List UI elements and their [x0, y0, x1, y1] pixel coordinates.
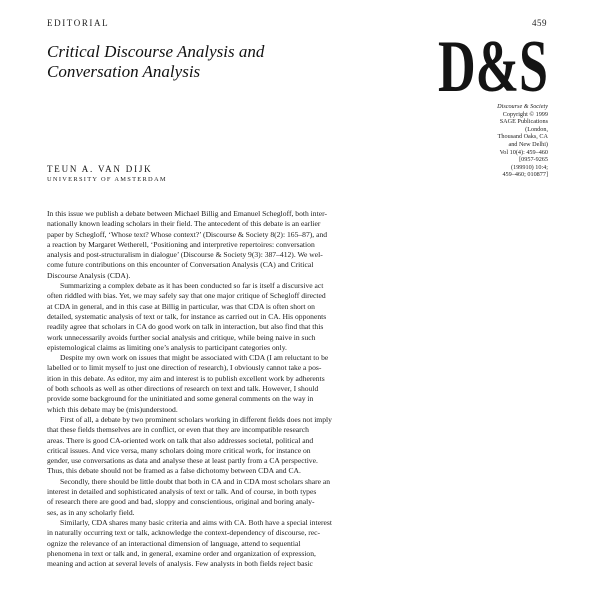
- pub-line: (199910) 10:4;: [511, 163, 548, 171]
- pub-line: Copyright © 1999: [502, 110, 548, 118]
- body-line: of research there are good and bad, sloppy and conscientious, original and boring analy-: [47, 497, 315, 507]
- body-line: in naturally occurring text or talk, acknowledge the context-dependency of discourse, rec-: [47, 528, 321, 538]
- article-title: [47, 42, 317, 82]
- body-line: paper by Schegloff, ‘Whose text? Whose context?’ (Discourse & Society 8(2): 165–87), and: [47, 229, 328, 239]
- publication-info: [368, 103, 548, 179]
- body-line: provide some background for the uninitiated and some general comments on the way in: [47, 394, 314, 404]
- body-line: areas. There is good CA-oriented work on talk that also addresses societal, political and: [47, 435, 314, 445]
- pub-line: SAGE Publications: [499, 118, 548, 126]
- title-line-1: Critical Discourse Analysis and: [47, 42, 265, 61]
- body-line: at CDA in general, and in this case at Billig in particular, was that CDA is often short on: [47, 301, 315, 311]
- body-line: come future contributions on this encounter of Conversation Analysis (CA) and Critical: [47, 260, 314, 270]
- body-line: phenomena in text or talk and, in general, examine order and organization of expression,: [47, 548, 316, 558]
- body-line: Despite my own work on issues that might be associated with CDA (I am reluctant to be: [60, 353, 329, 363]
- pub-line: 459–460; 010877]: [502, 171, 548, 179]
- body-line: Thus, this debate should not be framed as a false dichotomy between CDA and CA.: [47, 466, 301, 476]
- body-line: analysis and post-structuralism in dialogue’ (Discourse & Society 9(3): 387–412). We wel-: [47, 250, 323, 260]
- body-line: ognize the relevance of an interactional dimension of language, attend to sequential: [47, 538, 301, 548]
- logo-text: D&S: [438, 27, 548, 97]
- body-line: detailed, systematic analysis of text or talk, for instance as carried out in CA. His opponents: [47, 311, 327, 321]
- body-line: work unnecessarily avoids further social analysis and critique, while being naive in such: [47, 332, 316, 342]
- body-line: In this issue we publish a debate between Michael Billig and Emanuel Schegloff, both inter-: [47, 209, 327, 218]
- pub-line: Thousand Oaks, CA: [497, 133, 548, 141]
- journal-name: Discourse & Society: [497, 103, 548, 110]
- body-line: that these fields themselves are in conflict, or even that they are incompatible research: [47, 425, 309, 435]
- body-line: often riddled with bias. Yet, we may safely say that one major critique of Schegloff directed: [47, 291, 326, 301]
- author-name: TEUN A. VAN DIJK: [47, 164, 153, 174]
- body-line: Summarizing a complex debate as it has been conducted so far is itself a discursive act: [60, 281, 324, 291]
- body-line: meaning and action at several levels of analysis. Few analysts in both fields reject basic: [47, 559, 313, 569]
- page-number: 459: [532, 18, 547, 28]
- body-line: epistemological claims as limiting one’s analysis to participant categories only.: [47, 342, 287, 352]
- body-line: a reaction by Margaret Wetherell, ‘Positioning and interpretive repertoires: conversation: [47, 239, 315, 249]
- body-line: Discourse Analysis (CDA).: [47, 270, 131, 280]
- body-line: critical issues. And vice versa, many scholars doing more critical work, for instance on: [47, 445, 311, 455]
- body-line: ses, as in any scholarly field.: [47, 507, 135, 517]
- body-line: interest in detailed and sophisticated analysis of text or talk. And of course, in both types: [47, 487, 317, 497]
- body-line: First of all, a debate by two prominent scholars working in different fields does not imply: [60, 414, 332, 424]
- pub-line: (London,: [525, 125, 548, 133]
- author-affiliation: UNIVERSITY OF AMSTERDAM: [47, 176, 167, 183]
- body-line: readily agree that scholars in CA do good work on talk in interaction, but also find that this: [47, 322, 324, 332]
- body-line: Secondly, there should be little doubt that both in CA and in CDA most scholars share an: [60, 476, 331, 486]
- pub-line: Vol 10(4): 459–460: [499, 148, 548, 156]
- body-line: nationally known leading scholars in their field. The antecedent of this debate is an earlier: [47, 219, 321, 229]
- body-line: which this debate may be (mis)understood.: [47, 404, 178, 414]
- pub-line: and New Delhi): [508, 140, 548, 148]
- body-line: of both schools as well as other directions of research on text and talk. However, I should: [47, 384, 319, 394]
- body-line: Similarly, CDA shares many basic criteria and aims with CA. Both have a special interest: [60, 517, 332, 527]
- journal-logo: [437, 27, 549, 97]
- body-line: labelled or to limit myself to just one direction of research), I obviously cannot take a pos-: [47, 363, 322, 373]
- title-line-2: Conversation Analysis: [47, 62, 201, 81]
- body-line: ition in this debate. As editor, my aim and interest is to publish excellent work by adherents: [47, 373, 325, 383]
- section-label: EDITORIAL: [47, 18, 110, 28]
- body-line: gender, use conversations as data and analyse these at least partly from a CA perspective.: [47, 456, 318, 466]
- article-body: [47, 209, 553, 569]
- pub-line: [0957-9265: [519, 156, 548, 164]
